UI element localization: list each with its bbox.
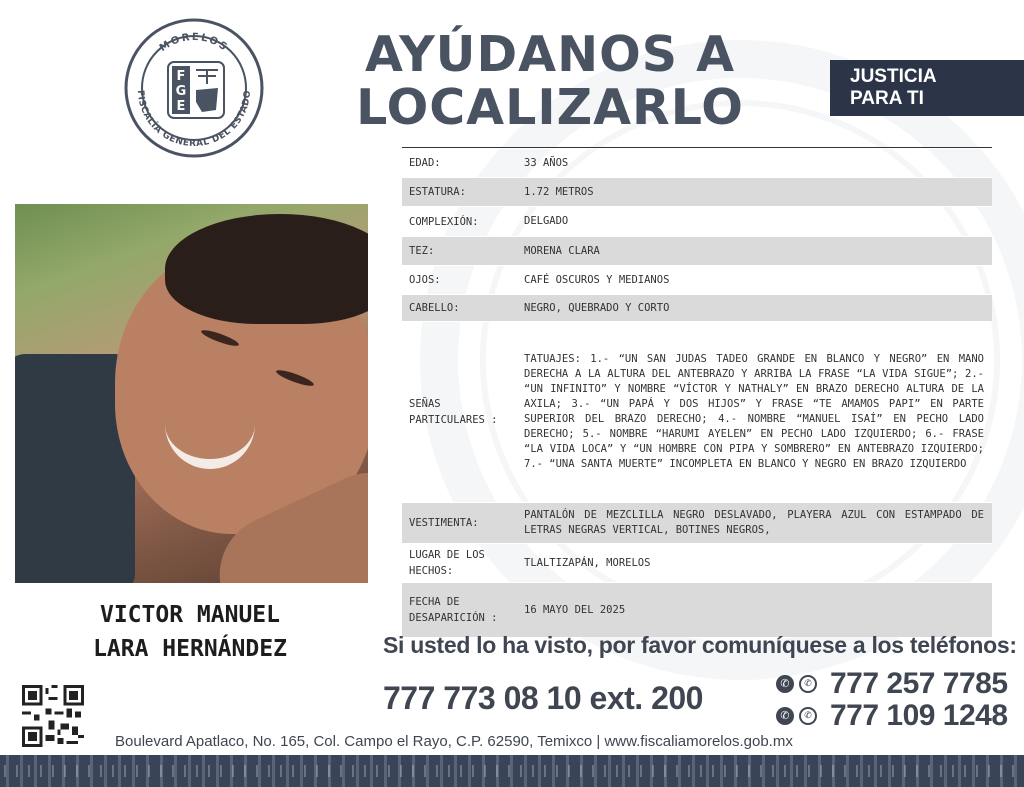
fge-seal-logo: [124, 18, 264, 158]
seal-letter-f: F: [176, 69, 186, 84]
table-row: [402, 265, 992, 294]
phone-line[interactable]: [776, 700, 1016, 732]
row-value: 16 MAYO DEL 2025: [524, 603, 626, 616]
row-label: OJOS:: [409, 274, 441, 286]
table-row: [402, 321, 992, 502]
table-row: [402, 236, 992, 265]
seal-top-text: MORELOS: [157, 31, 231, 55]
table-row: [402, 543, 992, 582]
table-row: [402, 148, 992, 177]
person-name-line-1: VICTOR MANUEL: [99, 602, 280, 628]
row-value: TATUAJES: 1.- “UN SAN JUDAS TADEO GRANDE EN BLANCO Y NEGRO” EN MANO DERECHA A LA ALTURA DEL ANTEBRAZO Y ARRIBA LA FRASE “LA VIDA SIGUE”; 2.- “UN INFINITO” Y NOMBRE “VÍCTOR Y NATHALY” EN BRAZO DERECHO ALTURA DE LA AXILA; 3.- “UN PAPÁ Y DOS HIJOS” Y FRASE “TE AMAMOS PAPI” EN PARTE SUPERIOR DEL BRAZO DERECHO; 4.- NOMBRE “MANUEL ISAÍ” EN PECHO LADO DERECHO; 5.- NOMBRE “HARUMI AYELEN” EN PECHO LADO IZQUIERDO; 6.- FRASE “LA VIDA LOCA” Y “UN HOMBRE CON PIPA Y SOMBRERO” EN ANTEBRAZO IZQUIERDO; 7.- “UNA SANTA MUERTE” INCOMPLETA EN BLANCO Y NEGRO EN BRAZO IZQUIERDO: [524, 353, 984, 470]
person-name: [40, 598, 340, 666]
table-row: [402, 206, 992, 236]
seal-ring-text: FISCALÍA GENERAL DEL ESTADO: [134, 89, 254, 150]
phone-list: [776, 668, 1016, 732]
headline-line-1: AYÚDANOS A: [364, 26, 736, 83]
row-value: MORENA CLARA: [524, 244, 600, 257]
row-label: TEZ:: [409, 245, 435, 257]
badge-line-2: PARA TI: [850, 88, 924, 109]
row-value: 1.72 METROS: [524, 185, 594, 198]
person-photo: [15, 204, 368, 583]
row-value: PANTALÓN DE MEZCLILLA NEGRO DESLAVADO, PLAYERA AZUL CON ESTAMPADO DE LETRAS NEGRAS VERTICAL, BOTINES NEGROS,: [524, 509, 984, 536]
badge-line-1: JUSTICIA: [850, 66, 937, 87]
decorative-footer-band: [0, 755, 1024, 787]
row-label: VESTIMENTA:: [409, 517, 479, 529]
phone-main[interactable]: 777 773 08 10 ext. 200: [383, 680, 703, 716]
table-row: [402, 582, 992, 637]
table-row: [402, 177, 992, 206]
contact-cta: Si usted lo ha visto, por favor comuníquese a los teléfonos:: [383, 632, 1017, 658]
row-label: LUGAR DE LOS HECHOS:: [409, 549, 485, 577]
phone-line[interactable]: [776, 668, 1016, 700]
row-label: EDAD:: [409, 157, 441, 169]
row-value: DELGADO: [524, 215, 569, 227]
address-footer: Boulevard Apatlaco, No. 165, Col. Campo el Rayo, C.P. 62590, Temixco | www.fiscaliamorelos.gob.mx: [115, 733, 793, 750]
phone-icon: ✆: [776, 675, 794, 693]
row-label: COMPLEXIÓN:: [409, 215, 479, 228]
row-label: ESTATURA:: [409, 186, 466, 198]
row-value: 33 AÑOS: [524, 156, 569, 169]
whatsapp-icon: ✆: [799, 707, 817, 725]
seal-letter-e: E: [176, 99, 186, 114]
headline-line-2: LOCALIZARLO: [356, 79, 744, 136]
headline: [330, 28, 770, 134]
person-name-line-2: LARA HERNÁNDEZ: [93, 636, 287, 662]
phone-number[interactable]: 777 109 1248: [830, 699, 1008, 732]
phone-icon: ✆: [776, 707, 794, 725]
row-label: SEÑAS PARTICULARES :: [409, 398, 498, 426]
row-label: FECHA DE DESAPARICIÓN :: [409, 596, 498, 624]
info-table: [402, 148, 992, 637]
justicia-badge: [830, 60, 1024, 116]
qr-code[interactable]: [22, 685, 84, 747]
row-value: TLALTIZAPÁN, MORELOS: [524, 556, 651, 569]
seal-letter-g: G: [175, 84, 187, 99]
row-label: CABELLO:: [409, 302, 460, 314]
whatsapp-icon: ✆: [799, 675, 817, 693]
phone-number[interactable]: 777 257 7785: [830, 667, 1008, 700]
row-value: CAFÉ OSCUROS Y MEDIANOS: [524, 273, 670, 286]
table-row: [402, 294, 992, 321]
table-row: [402, 502, 992, 543]
row-value: NEGRO, QUEBRADO Y CORTO: [524, 301, 670, 314]
